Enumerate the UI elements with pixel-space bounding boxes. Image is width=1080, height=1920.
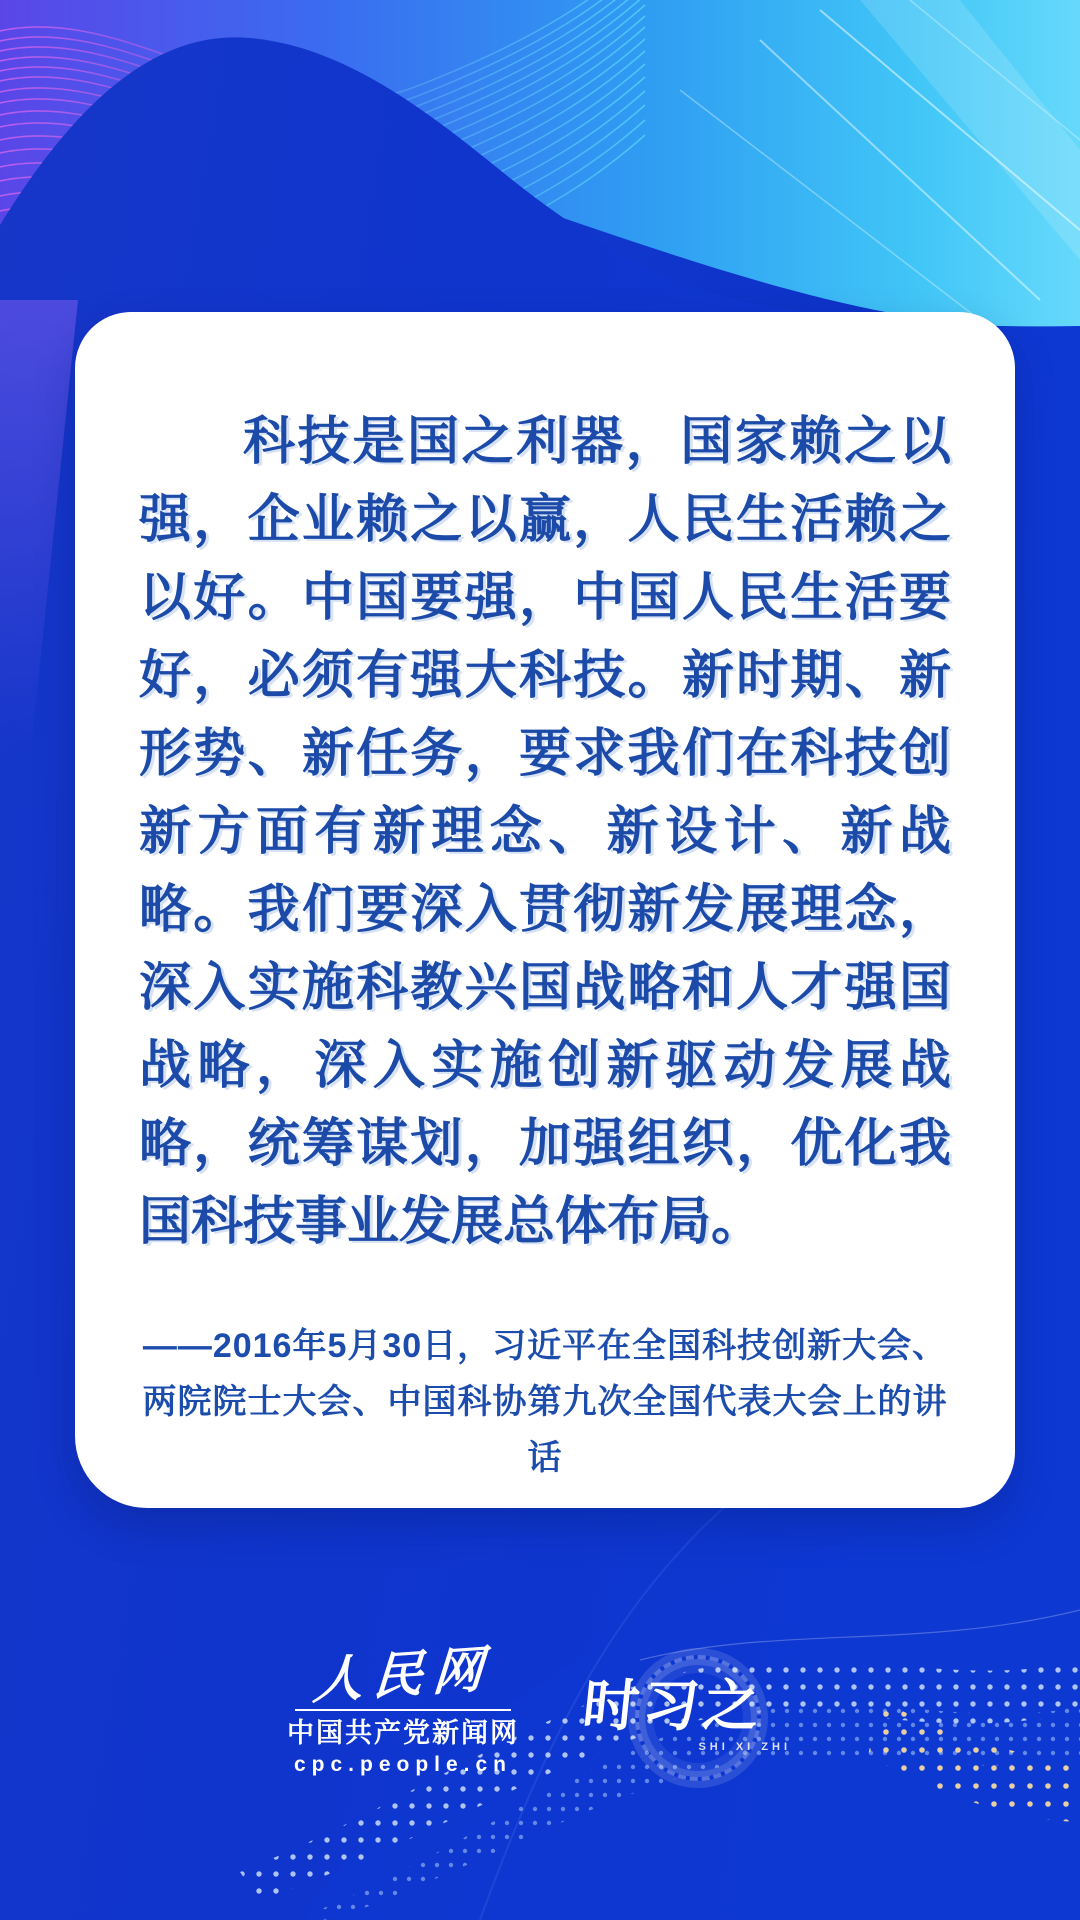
quote-line: 国科技事业发展总体布局。	[139, 1194, 764, 1251]
shixizhi-logo	[579, 1649, 793, 1779]
quote-line: 深入实施科教兴国战略和人才强国	[139, 960, 951, 1017]
attribution	[139, 1318, 951, 1486]
people-net-logo	[287, 1640, 519, 1779]
quote-text	[139, 404, 951, 1262]
quote-line: 战略，深入实施创新驱动发展战	[139, 1038, 951, 1095]
cpc-url: cpc.people.cn	[293, 1753, 513, 1776]
quote-line: 略。我们要深入贯彻新发展理念，	[139, 882, 951, 939]
footer	[0, 1640, 1080, 1779]
quote-line: 略，统筹谋划，加强组织，优化我	[139, 1116, 951, 1173]
quote-line: 新方面有新理念、新设计、新战	[139, 804, 951, 861]
quote-line: 强，企业赖之以赢，人民生活赖之	[139, 492, 951, 549]
quote-line: 形势、新任务，要求我们在科技创	[139, 726, 951, 783]
quote-line: 好，必须有强大科技。新时期、新	[139, 648, 951, 705]
attribution-line: 两院院士大会、中国科协第九次全国代表大会上的讲话	[142, 1383, 948, 1477]
quote-line: 科技是国之利器，国家赖之以	[243, 414, 951, 471]
quote-card	[75, 312, 1015, 1508]
shixizhi-latin: SHI XI ZHI	[698, 1740, 791, 1753]
divider	[295, 1709, 511, 1711]
people-net-wordmark: 人民网	[311, 1640, 495, 1710]
cpc-news-label: 中国共产党新闻网	[287, 1718, 519, 1748]
attribution-line: ——2016年5月30日，习近平在全国科技创新大会、	[142, 1327, 948, 1365]
shixizhi-wordmark: 时习之	[579, 1673, 767, 1737]
quote-line: 以好。中国要强，中国人民生活要	[139, 570, 951, 627]
